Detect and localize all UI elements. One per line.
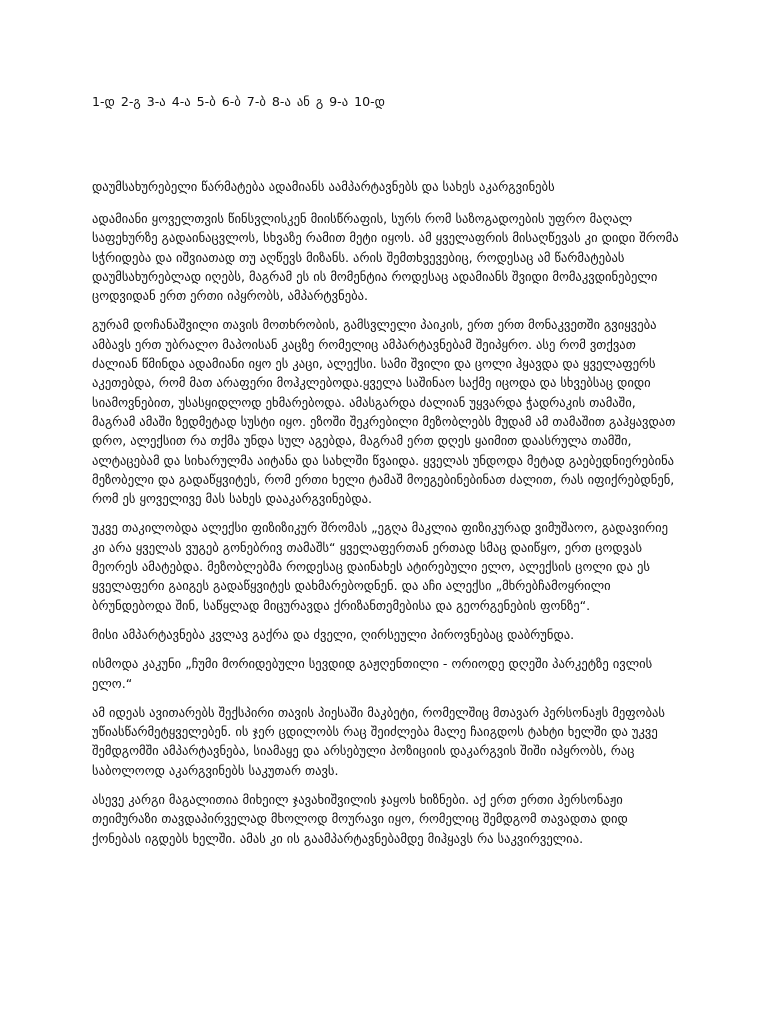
paragraph-6: ამ იდეას ავითარებს შექსპირი თავის პიესაში მაკბეტი, რომელშიც მთავარ პერსონაჟს მეფობას უწიასწარმეტყველებენ. ის ჯერ ცდილობს რაც შეიძლება მალე ჩაიგდოს ტახტი ხელში და უკვე შემდგომში ამპარტავნება, სიამაყე და არსებული პოზიციის დაკარგვის შიში იპყრობს, რაც საბოლოოდ აკარგვინებს საკუთარ თავს.	[92, 704, 665, 778]
paragraph-1: ადამიანი ყოველთვის წინსვლისკენ მიისწრაფის, სურს რომ საზოგადოების უფრო მაღალ საფეხურზე გადაინაცვლოს, სხვაზე რამით მეტი იყოს. ამ ყველაფრის მისაღწევას კი დიდი შრომა სჭრიდება და იშვიათად თუ აღწევს მიზანს. არის შემთხვევებიც, როდესაც ამ წარმატებას დაუმსახურებლად იღებს, მაგრამ ეს ის მომენტია როდესაც ადამიანს შვიდი მომაკვდინებელი ცოდვიდან ერთ ერთი იპყრობს, ამპარტვნება.	[92, 211, 679, 304]
paragraph-3: უკვე თაკილობდა ალექსი ფიზიზიკურ შრომას „ეგღა მაკლია ფიზიკურად ვიმუშაოო, გადავირიე კი არა ყველას ვუგებ გონებრივ თამაშს“ ყველაფერთან ერთად სმაც დაიწყო, ერთ ცოდვას მეორეს ამატებდა. მეზობლებმა როდესაც დაინახეს ატირებული ელო, ალექსის ცოლი და ეს ყველაფერი გაიგეს გადაწყვიტეს დახმარებოდნენ. და აჩი ალექსი „მხრებჩამოყრილი ბრუნდებოდა შინ, საწყლად მიცურავდა ქრიზანთემებისა და გეორგენების ფონზე“.	[92, 520, 669, 613]
essay	[92, 177, 680, 858]
answer-key: 1-დ 2-გ 3-ა 4-ა 5-ბ 6-ბ 7-ბ 8-ა ან გ 9-ა 10-დ	[92, 94, 385, 109]
paragraph-5: ისმოდა კაკუნი „ჩუმი მორიდებული სევდიდ გაჟღენთილი - ორიოდე დღეში პარკეტზე ივლის ელო.“	[92, 656, 653, 691]
essay-title: დაუმსახურებელი წარმატება ადამიანს აამპარტავნებს და სახეს აკარგვინებს	[92, 179, 555, 194]
paragraph-2: გურამ დოჩანაშვილი თავის მოთხრობის, გამსვლელი პაიკის, ერთ ერთ მონაკვეთში გვიყვება ამბავს ერთ უბრალო მაპოისან კაცზე რომელიც ამპარტავნებამ შეიპყრო. ასე რომ ვთქვათ ძალიან წმინდა ადამიანი იყო ეს კაცი, ალექსი. სამი შვილი და ცოლი ჰყავდა და ყველაფერს აკეთებდა, რომ მათ არაფერი მოჰკლებოდა.ყველა საშინაო საქმე იცოდა და სხვებსაც დიდი სიამოვნებით, უსასყიდლოდ ეხმარებოდა. ამასგარდა ძალიან უყვარდა ჭადრაკის თამაში, მაგრამ ამაში ზედმეტად სუსტი იყო. ეზოში შეკრებილი მეზობლებს მუდამ ამ თამაშით გაჰყავდათ დრო, ალექსით რა თქმა უნდა სულ აგებდა, მაგრამ ერთ დღეს ყაიმით დაასრულა თამში, ალტაცებამ და სიხარულმა აიტანა და სახლში წვაიდა. ყველას უნდოდა მეტად გაებედნიერებინა მეზობელი და გადაწყვიტეს, რომ ერთი ხელი ტამაშ მოეგებინებინათ ძალით, რას იფიქრებდნენ, რომ ეს ყოველივე მას სახეს დააკარგვინებდა.	[92, 317, 676, 507]
paragraph-4: მისი ამპარტავნება კვლავ გაქრა და ძველი, ღირსეული პიროვნებაც დაბრუნდა.	[92, 626, 575, 642]
paragraph-7: ასევე კარგი მაგალითია მიხეილ ჯავახიშვილის ჯაყოს ხიზნები. აქ ერთ ერთი პერსონაჟი თეიმურაზი თავდაპირველად მხოლოდ მოურავი იყო, რომელიც შემდგომ თავადთა დიდ ქონებას იგდებს ხელში. ამას კი ის გაამპარტავნებამდე მიჰყავს რა საკვირველია.	[92, 792, 628, 846]
